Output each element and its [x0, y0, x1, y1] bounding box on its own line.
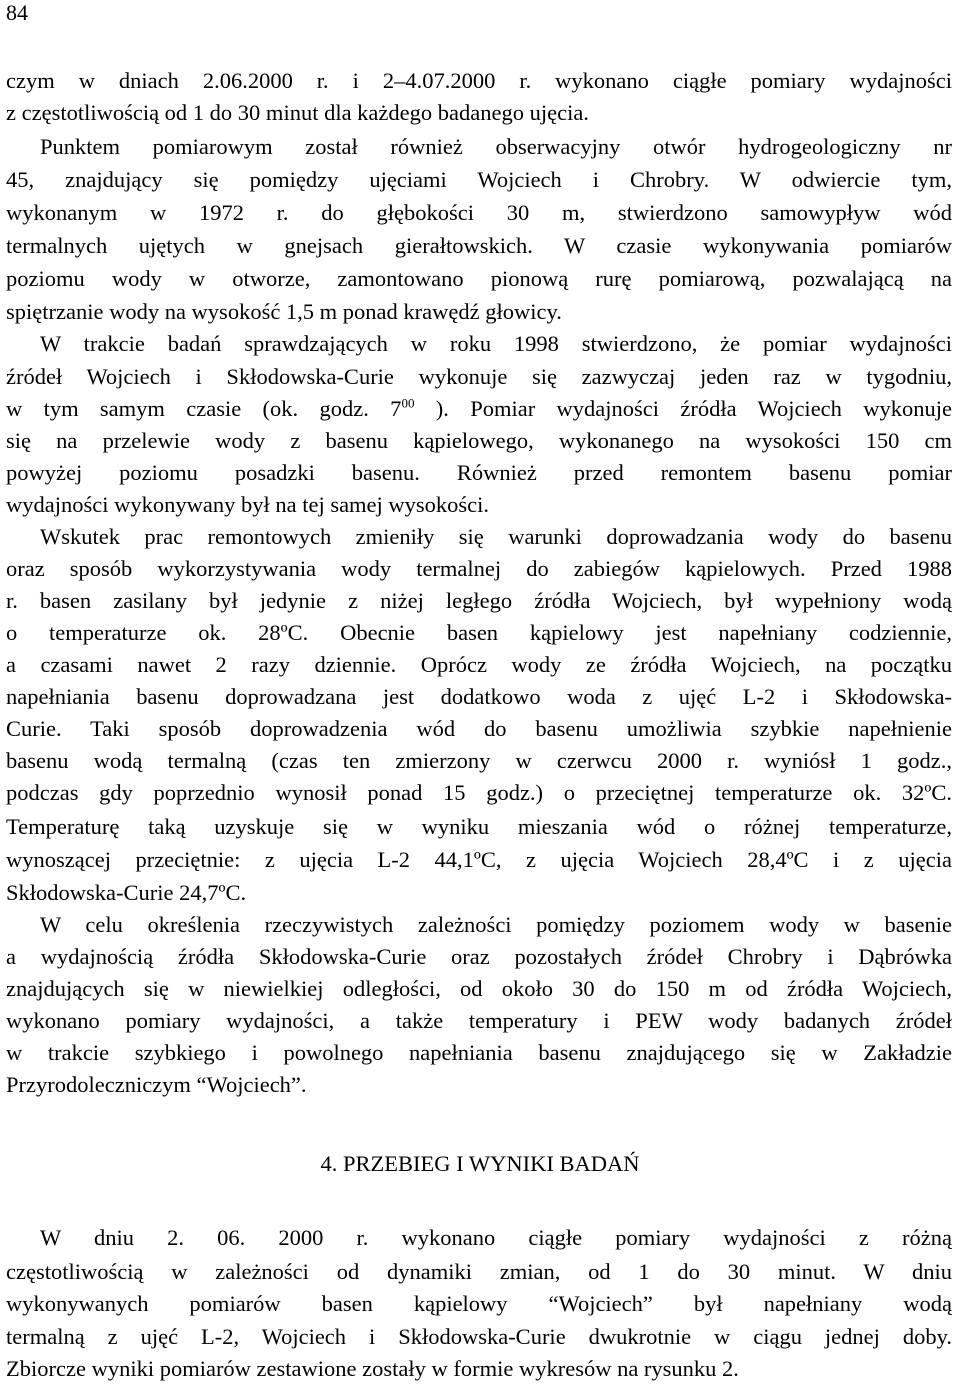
text-line: r. basen zasilany był jedynie z niżej ległego źródła Wojciech, był wypełniony wodą — [6, 588, 952, 613]
text-line: 45, znajdujący się pomiędzy ujęciami Wojciech i Chrobry. W odwiercie tym, — [6, 167, 952, 192]
text-line: się na przelewie wody z basenu kąpielowego, wykonanego na wysokości 150 cm — [6, 428, 952, 453]
text-line: częstotliwością w zależności od dynamiki zmian, od 1 do 30 minut. W dniu — [6, 1259, 952, 1284]
text-line: poziomu wody w otworze, zamontowano pionową rurę pomiarową, pozwalającą na — [6, 266, 952, 291]
text-line: W trakcie badań sprawdzających w roku 1998 stwierdzono, że pomiar wydajności — [40, 331, 952, 356]
text-line: podczas gdy poprzednio wynosił ponad 15 godz.) o przeciętnej temperaturze ok. 32ºC. — [6, 780, 952, 805]
text-line: źródeł Wojciech i Skłodowska-Curie wykonuje się zazwyczaj jeden raz w tygodniu, — [6, 364, 952, 389]
text-line: wykonywanych pomiarów basen kąpielowy “Wojciech” był napełniany wodą — [6, 1291, 952, 1316]
text-line: Temperaturę taką uzyskuje się w wyniku mieszania wód o różnej temperaturze, — [6, 814, 952, 839]
text-run: ). Pomiar wydajności źródła Wojciech wykonuje — [414, 396, 952, 421]
text-line: wykonano pomiary wydajności, a także temperatury i PEW wody badanych źródeł — [6, 1008, 952, 1033]
text-line: Przyrodoleczniczym “Wojciech”. — [6, 1072, 307, 1097]
text-line: o temperaturze ok. 28ºC. Obecnie basen kąpielowy jest napełniany codziennie, — [6, 620, 952, 645]
text-line: znajdujących się w niewielkiej odległości, od około 30 do 150 m od źródła Wojciech, — [6, 976, 952, 1001]
text-line: z częstotliwością od 1 do 30 minut dla każdego badanego ujęcia. — [6, 100, 589, 125]
text-line: W celu określenia rzeczywistych zależności pomiędzy poziomem wody w basenie — [40, 912, 952, 937]
text-line — [6, 393, 952, 425]
text-line: termalną z ujęć L-2, Wojciech i Skłodowska-Curie dwukrotnie w ciągu jednej doby. — [6, 1324, 952, 1349]
text-line: wynoszącej przeciętnie: z ujęcia L-2 44,1ºC, z ujęcia Wojciech 28,4ºC i z ujęcia — [6, 847, 952, 872]
text-line: Curie. Taki sposób doprowadzenia wód do basenu umożliwia szybkie napełnienie — [6, 716, 952, 741]
text-line: wydajności wykonywany był na tej samej wysokości. — [6, 492, 490, 517]
text-line: W dniu 2. 06. 2000 r. wykonano ciągłe pomiary wydajności z różną — [40, 1225, 952, 1250]
text-line: oraz sposób wykorzystywania wody termalnej do zabiegów kąpielowych. Przed 1988 — [6, 556, 952, 581]
text-line: wykonanym w 1972 r. do głębokości 30 m, stwierdzono samowypływ wód — [6, 200, 952, 225]
text-line: Punktem pomiarowym został również obserwacyjny otwór hydrogeologiczny nr — [40, 134, 952, 159]
text-line: czym w dniach 2.06.2000 r. i 2–4.07.2000 r. wykonano ciągłe pomiary wydajności — [6, 68, 952, 93]
text-line: termalnych ujętych w gnejsach gierałtowskich. W czasie wykonywania pomiarów — [6, 233, 952, 258]
text-run: w tym samym czasie (ok. godz. 7 — [6, 396, 402, 421]
text-line: Zbiorcze wyniki pomiarów zestawione zostały w formie wykresów na rysunku 2. — [6, 1356, 739, 1381]
text-line: spiętrzanie wody na wysokość 1,5 m ponad krawędź głowicy. — [6, 299, 562, 324]
text-line: basenu wodą termalną (czas ten zmierzony w czerwcu 2000 r. wyniósł 1 godz., — [6, 748, 952, 773]
text-line: Skłodowska-Curie 24,7ºC. — [6, 880, 247, 905]
text-line: w trakcie szybkiego i powolnego napełniania basenu znajdującego się w Zakładzie — [6, 1040, 952, 1065]
text-line: a czasami nawet 2 razy dziennie. Oprócz wody ze źródła Wojciech, na początku — [6, 652, 952, 677]
text-line: napełniania basenu doprowadzana jest dodatkowo woda z ujęć L-2 i Skłodowska- — [6, 684, 952, 709]
page-number: 84 — [6, 0, 28, 25]
section-heading: 4. PRZEBIEG I WYNIKI BADAŃ — [320, 1151, 640, 1176]
text-line: a wydajnością źródła Skłodowska-Curie oraz pozostałych źródeł Chrobry i Dąbrówka — [6, 944, 952, 969]
text-line: powyżej poziomu posadzki basenu. Również przed remontem basenu pomiar — [6, 460, 952, 485]
text-line: Wskutek prac remontowych zmieniły się warunki doprowadzania wody do basenu — [40, 524, 952, 549]
superscript: 00 — [401, 395, 415, 411]
